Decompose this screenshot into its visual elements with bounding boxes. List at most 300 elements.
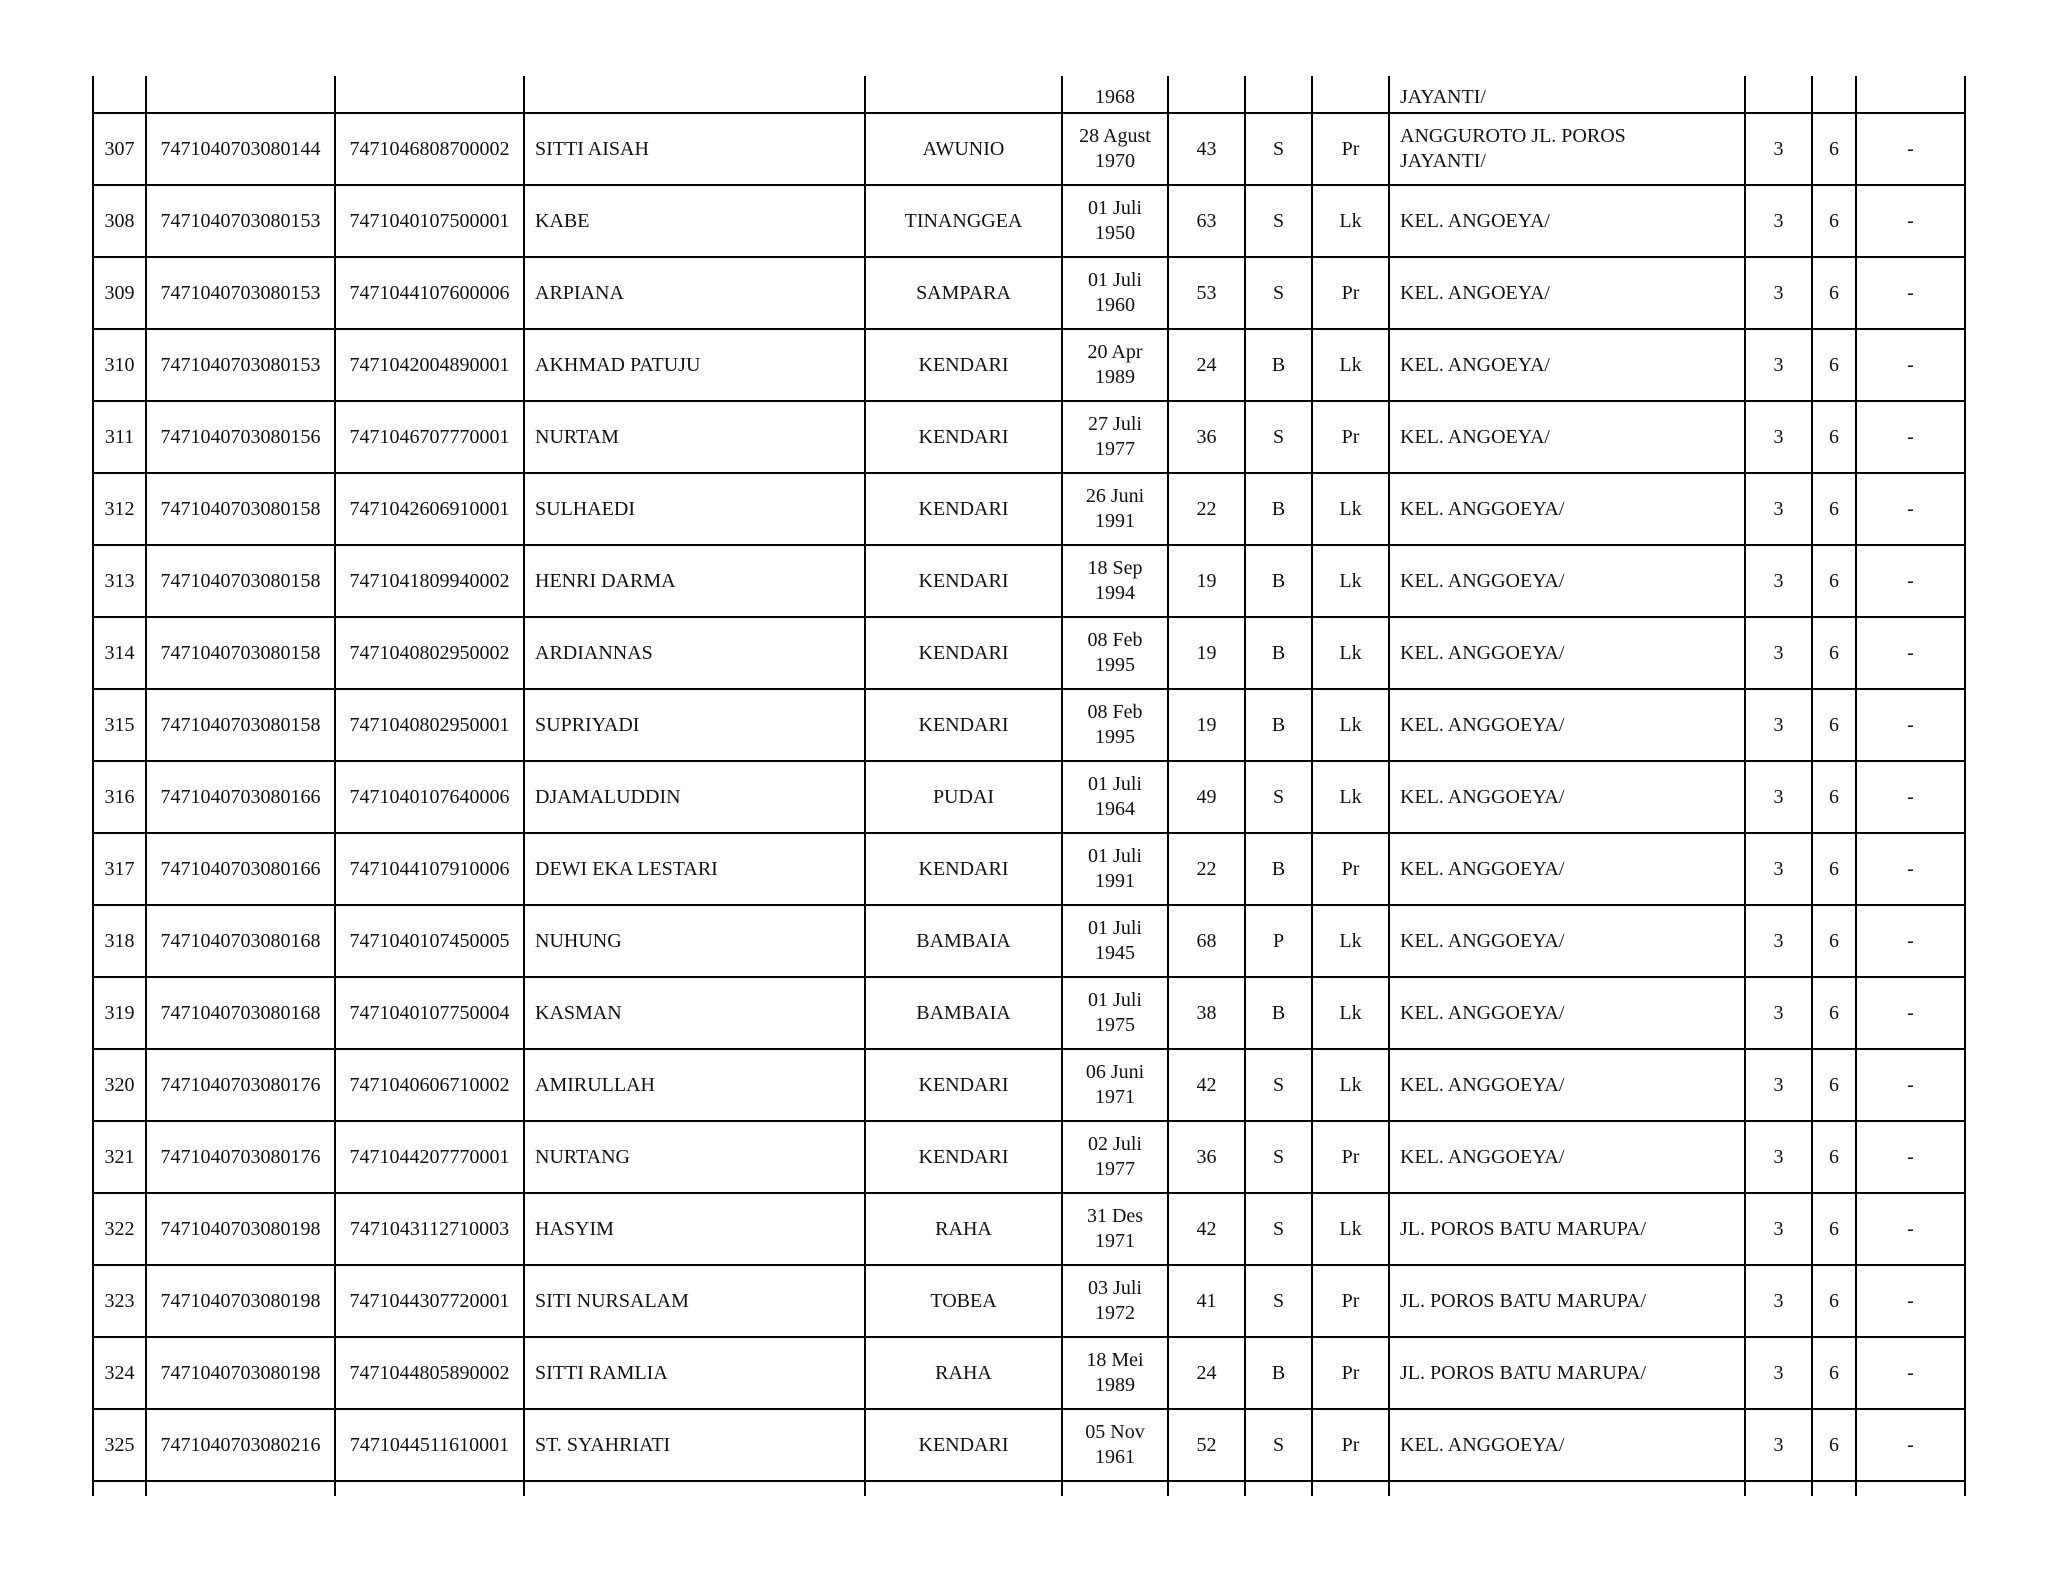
name-cell: ARDIANNAS bbox=[524, 617, 865, 689]
note-cell: - bbox=[1856, 545, 1965, 617]
birthdate-cell-line2: 1972 bbox=[1095, 1302, 1135, 1324]
row-number-cell: 322 bbox=[93, 1193, 146, 1265]
table-row bbox=[93, 833, 1965, 905]
rw-cell: 6 bbox=[1812, 1337, 1856, 1409]
birthdate-cell-line1: 01 Juli bbox=[1088, 917, 1142, 939]
kk-number-cell: 7471040703080176 bbox=[146, 1121, 335, 1193]
note-cell: - bbox=[1856, 113, 1965, 185]
note-cell: - bbox=[1856, 1193, 1965, 1265]
birthplace-cell: KENDARI bbox=[865, 329, 1062, 401]
table-row bbox=[93, 1193, 1965, 1265]
address-cell-line1: KEL. ANGOEYA/ bbox=[1400, 281, 1550, 304]
name-cell: DEWI EKA LESTARI bbox=[524, 833, 865, 905]
table-row bbox=[93, 329, 1965, 401]
rt-cell: 3 bbox=[1745, 833, 1812, 905]
rt-cell: 3 bbox=[1745, 1337, 1812, 1409]
rw-cell: 6 bbox=[1812, 1121, 1856, 1193]
note-cell: - bbox=[1856, 473, 1965, 545]
birthplace-cell: AWUNIO bbox=[865, 113, 1062, 185]
birthdate-cell bbox=[1062, 401, 1168, 473]
name-cell: DJAMALUDDIN bbox=[524, 761, 865, 833]
kk-number-cell: 7471040703080166 bbox=[146, 833, 335, 905]
address-cell bbox=[1389, 905, 1745, 977]
birthdate-cell bbox=[1062, 1265, 1168, 1337]
rt-cell: 3 bbox=[1745, 545, 1812, 617]
birthdate-cell-line1: 08 Feb bbox=[1087, 629, 1143, 651]
table-row bbox=[93, 761, 1965, 833]
row-number-cell: 307 bbox=[93, 113, 146, 185]
table-row bbox=[93, 1409, 1965, 1481]
gender-cell: Pr bbox=[1312, 257, 1389, 329]
birthdate-cell bbox=[1062, 329, 1168, 401]
note-cell: - bbox=[1856, 401, 1965, 473]
address-cell bbox=[1389, 545, 1745, 617]
address-cell bbox=[1389, 185, 1745, 257]
name-cell: NUHUNG bbox=[524, 905, 865, 977]
birthdate-cell-line1: 20 Apr bbox=[1087, 341, 1143, 363]
age-cell: 63 bbox=[1168, 185, 1245, 257]
age-cell: 53 bbox=[1168, 257, 1245, 329]
note-cell: - bbox=[1856, 977, 1965, 1049]
kk-number-cell: 7471040703080198 bbox=[146, 1193, 335, 1265]
rt-cell: 3 bbox=[1745, 1193, 1812, 1265]
address-cell-line1: KEL. ANGOEYA/ bbox=[1400, 209, 1550, 232]
age-cell: 42 bbox=[1168, 1049, 1245, 1121]
kk-number-cell: 7471040703080158 bbox=[146, 545, 335, 617]
rt-cell: 3 bbox=[1745, 1265, 1812, 1337]
rw-cell: 6 bbox=[1812, 689, 1856, 761]
marital-status-cell: S bbox=[1245, 1409, 1312, 1481]
birthdate-cell-line1: 06 Juni bbox=[1085, 1061, 1145, 1083]
marital-status-cell: P bbox=[1245, 905, 1312, 977]
table-row bbox=[93, 473, 1965, 545]
birthdate-cell bbox=[1062, 1193, 1168, 1265]
marital-status-cell: S bbox=[1245, 257, 1312, 329]
nik-cell: 7471040107640006 bbox=[335, 761, 524, 833]
address-cell-line1: KEL. ANGGOEYA/ bbox=[1400, 497, 1565, 520]
address-cell-line1: JL. POROS BATU MARUPA/ bbox=[1400, 1361, 1646, 1384]
birthdate-cell-line2: 1950 bbox=[1095, 222, 1135, 244]
kk-number-cell: 7471040703080153 bbox=[146, 185, 335, 257]
age-cell: 42 bbox=[1168, 1193, 1245, 1265]
kk-number-cell: 7471040703080158 bbox=[146, 689, 335, 761]
table-row bbox=[93, 545, 1965, 617]
name-cell: ST. SYAHRIATI bbox=[524, 1409, 865, 1481]
address-cell-line1: KEL. ANGGOEYA/ bbox=[1400, 713, 1565, 736]
note-cell: - bbox=[1856, 1049, 1965, 1121]
nik-cell: 7471046808700002 bbox=[335, 113, 524, 185]
age-cell: 36 bbox=[1168, 1121, 1245, 1193]
rw-cell: 6 bbox=[1812, 1049, 1856, 1121]
note-cell: - bbox=[1856, 1265, 1965, 1337]
age-cell: 36 bbox=[1168, 401, 1245, 473]
birthdate-cell bbox=[1062, 833, 1168, 905]
birthdate-cell-line2: 1964 bbox=[1095, 798, 1135, 820]
rt-cell: 3 bbox=[1745, 185, 1812, 257]
birthdate-cell bbox=[1062, 473, 1168, 545]
marital-status-cell: B bbox=[1245, 617, 1312, 689]
address-cell-line1: KEL. ANGGOEYA/ bbox=[1400, 569, 1565, 592]
address-cell bbox=[1389, 113, 1745, 185]
table-row-continued bbox=[93, 76, 1965, 113]
age-cell: 41 bbox=[1168, 1265, 1245, 1337]
birthplace-cell: RAHA bbox=[865, 1337, 1062, 1409]
address-cell bbox=[1389, 257, 1745, 329]
row-number-cell: 318 bbox=[93, 905, 146, 977]
birthplace-cell: KENDARI bbox=[865, 689, 1062, 761]
address-cell-line1: JL. POROS BATU MARUPA/ bbox=[1400, 1289, 1646, 1312]
rw-cell: 6 bbox=[1812, 401, 1856, 473]
birthdate-cell-line2: 1977 bbox=[1095, 438, 1135, 460]
nik-cell: 7471043112710003 bbox=[335, 1193, 524, 1265]
rt-cell: 3 bbox=[1745, 401, 1812, 473]
birthdate-cell-line1: 05 Nov bbox=[1085, 1421, 1145, 1443]
birthdate-cell bbox=[1062, 1121, 1168, 1193]
row-number-cell: 320 bbox=[93, 1049, 146, 1121]
kk-number-cell: 7471040703080168 bbox=[146, 977, 335, 1049]
table-row bbox=[93, 1121, 1965, 1193]
birthdate-cell bbox=[1062, 761, 1168, 833]
birthdate-cell bbox=[1062, 1409, 1168, 1481]
table-row bbox=[93, 185, 1965, 257]
birthdate-cell bbox=[1062, 185, 1168, 257]
birthplace-cell: KENDARI bbox=[865, 1121, 1062, 1193]
table-row bbox=[93, 977, 1965, 1049]
gender-cell: Pr bbox=[1312, 1265, 1389, 1337]
birthdate-cell-line1: 31 Des bbox=[1086, 1205, 1144, 1227]
rt-cell: 3 bbox=[1745, 1121, 1812, 1193]
kk-number-cell: 7471040703080158 bbox=[146, 473, 335, 545]
row-number-cell: 316 bbox=[93, 761, 146, 833]
address-cell-line1: KEL. ANGGOEYA/ bbox=[1400, 1433, 1565, 1456]
nik-cell: 7471046707770001 bbox=[335, 401, 524, 473]
birthdate-cell-line1: 03 Juli bbox=[1088, 1277, 1142, 1299]
kk-number-cell: 7471040703080156 bbox=[146, 401, 335, 473]
birthdate-cell-line1: 26 Juni bbox=[1085, 485, 1145, 507]
rt-cell: 3 bbox=[1745, 689, 1812, 761]
note-cell: - bbox=[1856, 833, 1965, 905]
marital-status-cell: S bbox=[1245, 1193, 1312, 1265]
marital-status-cell: S bbox=[1245, 401, 1312, 473]
row-number-cell: 308 bbox=[93, 185, 146, 257]
gender-cell: Lk bbox=[1312, 977, 1389, 1049]
name-cell: KASMAN bbox=[524, 977, 865, 1049]
birthdate-cell-line2: 1995 bbox=[1095, 654, 1135, 676]
rw-cell: 6 bbox=[1812, 617, 1856, 689]
nik-cell: 7471040802950001 bbox=[335, 689, 524, 761]
birthdate-cell-line2: 1977 bbox=[1095, 1158, 1135, 1180]
birthdate-cell-line2: 1989 bbox=[1095, 1374, 1135, 1396]
rt-cell: 3 bbox=[1745, 1409, 1812, 1481]
row-number-cell: 314 bbox=[93, 617, 146, 689]
address-cell bbox=[1389, 1193, 1745, 1265]
note-cell: - bbox=[1856, 329, 1965, 401]
gender-cell: Lk bbox=[1312, 329, 1389, 401]
birthdate-cell bbox=[1062, 689, 1168, 761]
birthdate-cell-line2: 1989 bbox=[1095, 366, 1135, 388]
row-number-cell: 312 bbox=[93, 473, 146, 545]
birthdate-cell-line2: 1991 bbox=[1095, 870, 1135, 892]
birthplace-cell: KENDARI bbox=[865, 617, 1062, 689]
address-cell-line1: KEL. ANGOEYA/ bbox=[1400, 425, 1550, 448]
nik-cell: 7471040107500001 bbox=[335, 185, 524, 257]
birthdate-cell bbox=[1062, 1337, 1168, 1409]
gender-cell: Lk bbox=[1312, 905, 1389, 977]
birthdate-cell-line1: 27 Juli bbox=[1088, 413, 1142, 435]
gender-cell: Lk bbox=[1312, 545, 1389, 617]
nik-cell: 7471044511610001 bbox=[335, 1409, 524, 1481]
rw-cell: 6 bbox=[1812, 185, 1856, 257]
address-cell bbox=[1389, 1409, 1745, 1481]
marital-status-cell: S bbox=[1245, 761, 1312, 833]
birthplace-cell: KENDARI bbox=[865, 545, 1062, 617]
rw-cell: 6 bbox=[1812, 1409, 1856, 1481]
table-row bbox=[93, 1337, 1965, 1409]
address-cell bbox=[1389, 329, 1745, 401]
age-cell: 68 bbox=[1168, 905, 1245, 977]
name-cell: NURTANG bbox=[524, 1121, 865, 1193]
age-cell: 38 bbox=[1168, 977, 1245, 1049]
marital-status-cell: B bbox=[1245, 977, 1312, 1049]
nik-cell: 7471040606710002 bbox=[335, 1049, 524, 1121]
rt-cell: 3 bbox=[1745, 257, 1812, 329]
age-cell: 24 bbox=[1168, 329, 1245, 401]
name-cell: HASYIM bbox=[524, 1193, 865, 1265]
gender-cell: Lk bbox=[1312, 1193, 1389, 1265]
kk-number-cell: 7471040703080144 bbox=[146, 113, 335, 185]
birthplace-cell: TINANGGEA bbox=[865, 185, 1062, 257]
note-cell: - bbox=[1856, 257, 1965, 329]
gender-cell: Pr bbox=[1312, 833, 1389, 905]
birthdate-cell bbox=[1062, 113, 1168, 185]
marital-status-cell: B bbox=[1245, 473, 1312, 545]
address-cell bbox=[1389, 689, 1745, 761]
kk-number-cell: 7471040703080166 bbox=[146, 761, 335, 833]
table-body bbox=[93, 76, 1965, 1496]
rw-cell: 6 bbox=[1812, 329, 1856, 401]
birthplace-cell: KENDARI bbox=[865, 473, 1062, 545]
rw-cell: 6 bbox=[1812, 545, 1856, 617]
note-cell: - bbox=[1856, 905, 1965, 977]
birthdate-cell-line2: 1971 bbox=[1095, 1086, 1135, 1108]
marital-status-cell: B bbox=[1245, 545, 1312, 617]
table-row bbox=[93, 401, 1965, 473]
birthdate-cell-line2: 1995 bbox=[1095, 726, 1135, 748]
row-number-cell: 317 bbox=[93, 833, 146, 905]
marital-status-cell: S bbox=[1245, 1265, 1312, 1337]
nik-cell: 7471044207770001 bbox=[335, 1121, 524, 1193]
name-cell: AMIRULLAH bbox=[524, 1049, 865, 1121]
gender-cell: Pr bbox=[1312, 113, 1389, 185]
table-row bbox=[93, 617, 1965, 689]
birthdate-cell bbox=[1062, 905, 1168, 977]
kk-number-cell: 7471040703080176 bbox=[146, 1049, 335, 1121]
rt-cell: 3 bbox=[1745, 1049, 1812, 1121]
address-cell-line1: ANGGUROTO JL. POROS bbox=[1400, 125, 1626, 147]
rt-cell: 3 bbox=[1745, 473, 1812, 545]
note-cell: - bbox=[1856, 1121, 1965, 1193]
birthdate-cell-line1: 01 Juli bbox=[1088, 773, 1142, 795]
row-number-cell: 321 bbox=[93, 1121, 146, 1193]
address-cell-line1: KEL. ANGGOEYA/ bbox=[1400, 1001, 1565, 1024]
birthplace-cell: RAHA bbox=[865, 1193, 1062, 1265]
age-cell: 19 bbox=[1168, 689, 1245, 761]
rt-cell: 3 bbox=[1745, 977, 1812, 1049]
kk-number-cell: 7471040703080198 bbox=[146, 1265, 335, 1337]
table-row bbox=[93, 257, 1965, 329]
rw-cell: 6 bbox=[1812, 113, 1856, 185]
note-cell: - bbox=[1856, 761, 1965, 833]
voter-table bbox=[92, 76, 1966, 1496]
name-cell: NURTAM bbox=[524, 401, 865, 473]
nik-cell: 7471040107750004 bbox=[335, 977, 524, 1049]
row-number-cell: 319 bbox=[93, 977, 146, 1049]
birthplace-cell: PUDAI bbox=[865, 761, 1062, 833]
gender-cell: Pr bbox=[1312, 1121, 1389, 1193]
birthdate-cell-line1: 18 Sep bbox=[1087, 557, 1143, 579]
birthdate-cell-line1: 02 Juli bbox=[1088, 1133, 1142, 1155]
birthplace-cell: KENDARI bbox=[865, 833, 1062, 905]
name-cell: SULHAEDI bbox=[524, 473, 865, 545]
marital-status-cell: S bbox=[1245, 113, 1312, 185]
name-cell: SUPRIYADI bbox=[524, 689, 865, 761]
birthplace-cell: BAMBAIA bbox=[865, 977, 1062, 1049]
table-row bbox=[93, 689, 1965, 761]
kk-number-cell: 7471040703080168 bbox=[146, 905, 335, 977]
note-cell: - bbox=[1856, 689, 1965, 761]
marital-status-cell: S bbox=[1245, 1121, 1312, 1193]
nik-cell: 7471040802950002 bbox=[335, 617, 524, 689]
birthdate-cell-line2: 1975 bbox=[1095, 1014, 1135, 1036]
birthplace-cell: KENDARI bbox=[865, 1409, 1062, 1481]
name-cell: HENRI DARMA bbox=[524, 545, 865, 617]
address-cell-line1: KEL. ANGGOEYA/ bbox=[1400, 1073, 1565, 1096]
marital-status-cell: B bbox=[1245, 329, 1312, 401]
address-cell bbox=[1389, 617, 1745, 689]
nik-cell: 7471044805890002 bbox=[335, 1337, 524, 1409]
rw-cell: 6 bbox=[1812, 761, 1856, 833]
age-cell: 52 bbox=[1168, 1409, 1245, 1481]
address-cell-line1: KEL. ANGOEYA/ bbox=[1400, 353, 1550, 376]
kk-number-cell: 7471040703080216 bbox=[146, 1409, 335, 1481]
birthplace-cell: BAMBAIA bbox=[865, 905, 1062, 977]
name-cell: AKHMAD PATUJU bbox=[524, 329, 865, 401]
birthplace-cell: TOBEA bbox=[865, 1265, 1062, 1337]
name-cell: ARPIANA bbox=[524, 257, 865, 329]
birthdate-cell bbox=[1062, 257, 1168, 329]
row-number-cell: 315 bbox=[93, 689, 146, 761]
address-cell bbox=[1389, 761, 1745, 833]
nik-cell: 7471040107450005 bbox=[335, 905, 524, 977]
row-number-cell: 313 bbox=[93, 545, 146, 617]
birthdate-cell-line2: 1960 bbox=[1095, 294, 1135, 316]
table-row-continues bbox=[93, 1481, 1965, 1496]
age-cell: 43 bbox=[1168, 113, 1245, 185]
nik-cell: 7471044107910006 bbox=[335, 833, 524, 905]
nik-cell: 7471042606910001 bbox=[335, 473, 524, 545]
address-cell: JAYANTI/ bbox=[1389, 76, 1745, 113]
birthdate-cell bbox=[1062, 1049, 1168, 1121]
gender-cell: Pr bbox=[1312, 1337, 1389, 1409]
birthdate-cell bbox=[1062, 977, 1168, 1049]
marital-status-cell: B bbox=[1245, 689, 1312, 761]
birthdate-cell-line2: 1971 bbox=[1095, 1230, 1135, 1252]
gender-cell: Lk bbox=[1312, 473, 1389, 545]
age-cell: 19 bbox=[1168, 617, 1245, 689]
age-cell: 49 bbox=[1168, 761, 1245, 833]
row-number-cell: 325 bbox=[93, 1409, 146, 1481]
address-cell bbox=[1389, 977, 1745, 1049]
note-cell: - bbox=[1856, 185, 1965, 257]
age-cell: 19 bbox=[1168, 545, 1245, 617]
kk-number-cell: 7471040703080153 bbox=[146, 329, 335, 401]
rw-cell: 6 bbox=[1812, 905, 1856, 977]
gender-cell: Lk bbox=[1312, 689, 1389, 761]
birthplace-cell: SAMPARA bbox=[865, 257, 1062, 329]
row-number-cell: 310 bbox=[93, 329, 146, 401]
address-cell bbox=[1389, 1049, 1745, 1121]
nik-cell: 7471044107600006 bbox=[335, 257, 524, 329]
table-row bbox=[93, 1265, 1965, 1337]
marital-status-cell: S bbox=[1245, 185, 1312, 257]
birthplace-cell: KENDARI bbox=[865, 1049, 1062, 1121]
address-cell bbox=[1389, 1337, 1745, 1409]
address-cell-line1: KEL. ANGGOEYA/ bbox=[1400, 857, 1565, 880]
marital-status-cell: S bbox=[1245, 1049, 1312, 1121]
birthdate-cell bbox=[1062, 617, 1168, 689]
birthdate-cell-line2: 1970 bbox=[1095, 150, 1135, 172]
birth-year-cell: 1968 bbox=[1062, 76, 1168, 113]
address-cell-line2: JAYANTI/ bbox=[1400, 150, 1486, 172]
rw-cell: 6 bbox=[1812, 473, 1856, 545]
age-cell: 22 bbox=[1168, 833, 1245, 905]
address-cell bbox=[1389, 401, 1745, 473]
gender-cell: Pr bbox=[1312, 1409, 1389, 1481]
birthdate-cell-line1: 01 Juli bbox=[1088, 989, 1142, 1011]
address-cell-line1: JL. POROS BATU MARUPA/ bbox=[1400, 1217, 1646, 1240]
address-cell bbox=[1389, 1265, 1745, 1337]
birthplace-cell: KENDARI bbox=[865, 401, 1062, 473]
birthdate-cell bbox=[1062, 545, 1168, 617]
address-cell-line1: KEL. ANGGOEYA/ bbox=[1400, 929, 1565, 952]
note-cell: - bbox=[1856, 1409, 1965, 1481]
kk-number-cell: 7471040703080153 bbox=[146, 257, 335, 329]
kk-number-cell: 7471040703080158 bbox=[146, 617, 335, 689]
name-cell: SITI NURSALAM bbox=[524, 1265, 865, 1337]
birthdate-cell-line2: 1961 bbox=[1095, 1446, 1135, 1468]
gender-cell: Lk bbox=[1312, 185, 1389, 257]
rw-cell: 6 bbox=[1812, 833, 1856, 905]
address-cell-line1: KEL. ANGGOEYA/ bbox=[1400, 641, 1565, 664]
birthdate-cell-line1: 18 Mei bbox=[1086, 1349, 1144, 1371]
row-number-cell: 311 bbox=[93, 401, 146, 473]
name-cell: SITTI AISAH bbox=[524, 113, 865, 185]
marital-status-cell: B bbox=[1245, 833, 1312, 905]
note-cell: - bbox=[1856, 1337, 1965, 1409]
rt-cell: 3 bbox=[1745, 113, 1812, 185]
table-row bbox=[93, 113, 1965, 185]
birthdate-cell-line1: 01 Juli bbox=[1088, 197, 1142, 219]
address-cell bbox=[1389, 1121, 1745, 1193]
marital-status-cell: B bbox=[1245, 1337, 1312, 1409]
row-number-cell: 324 bbox=[93, 1337, 146, 1409]
age-cell: 24 bbox=[1168, 1337, 1245, 1409]
note-cell: - bbox=[1856, 617, 1965, 689]
gender-cell: Lk bbox=[1312, 761, 1389, 833]
nik-cell: 7471041809940002 bbox=[335, 545, 524, 617]
birthdate-cell-line2: 1994 bbox=[1095, 582, 1135, 604]
row-number-cell: 323 bbox=[93, 1265, 146, 1337]
